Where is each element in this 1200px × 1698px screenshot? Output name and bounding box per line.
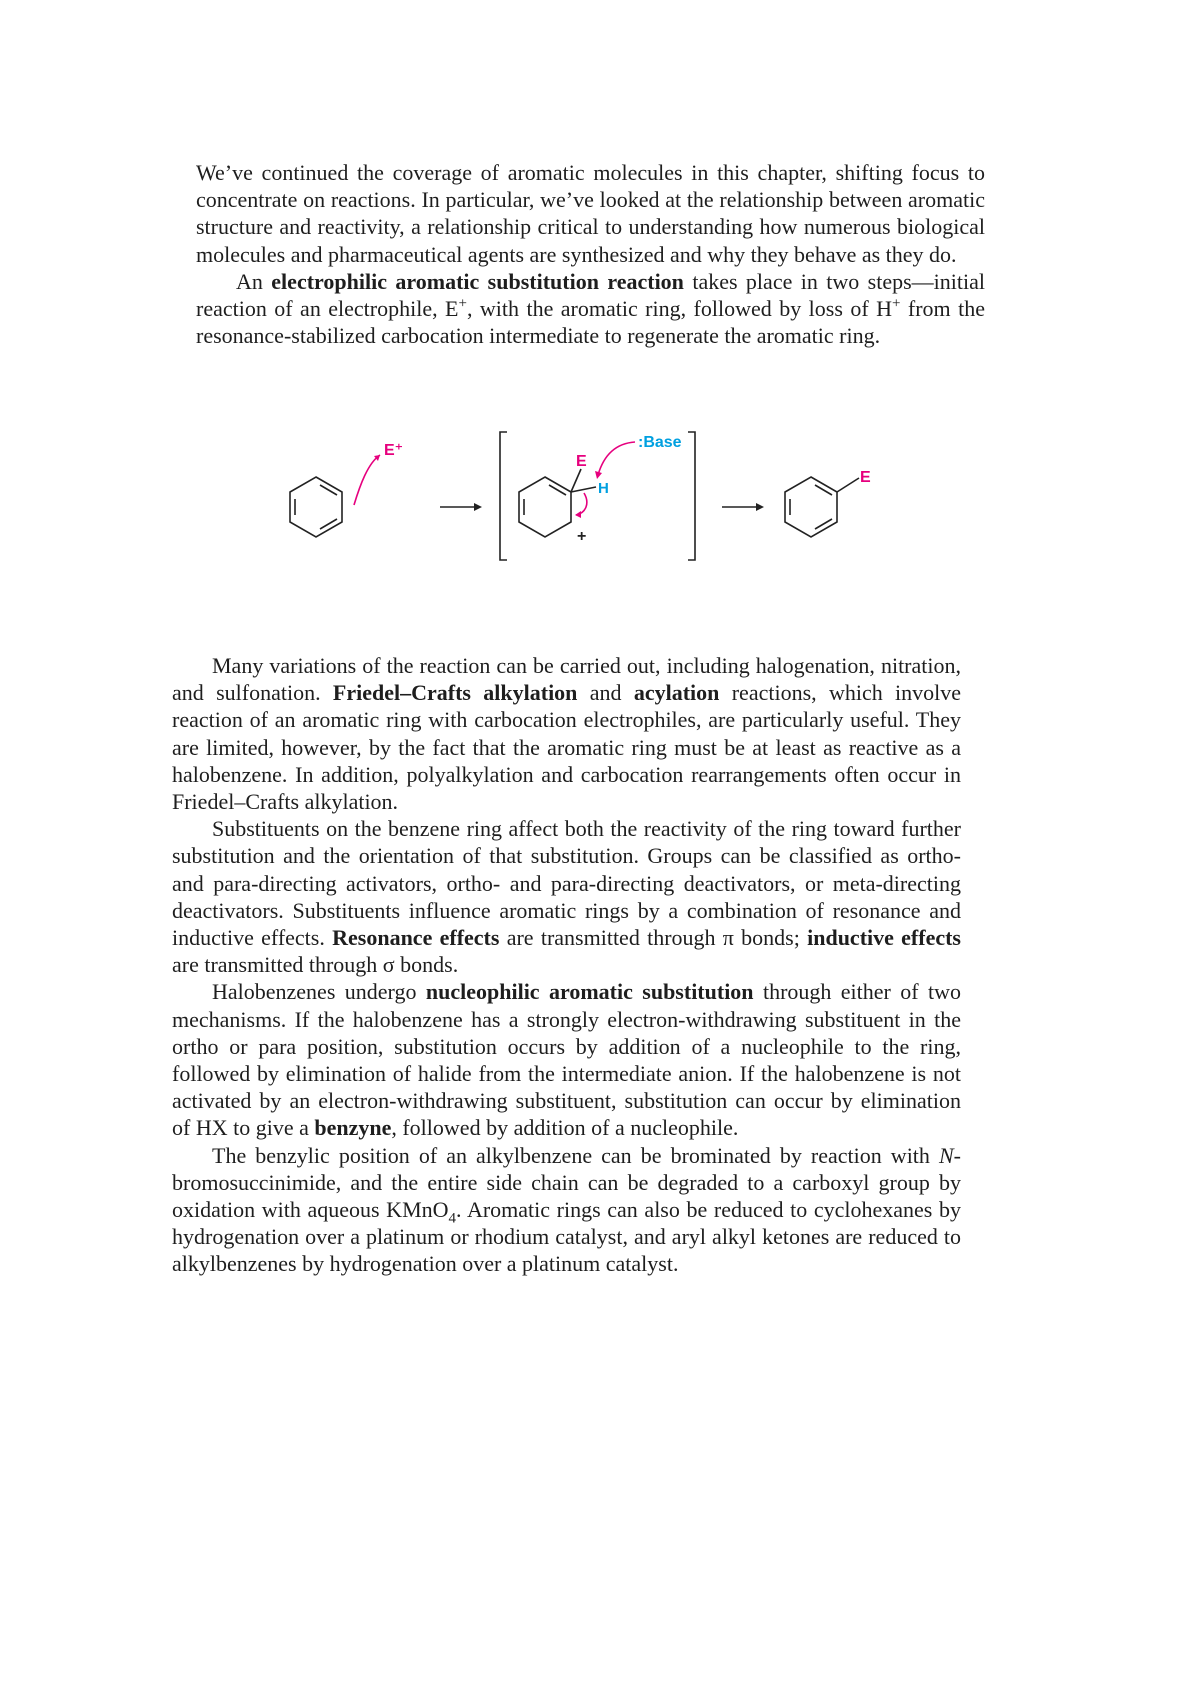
paragraph-1-text: We’ve continued the coverage of aromatic molecules in this chapter, shifting focus to concentrate on reactions. In particular, we’ve looked at the relationship between aromatic structure and reactivity, a relationship critical to understanding how numerous biological molecules and pharmaceutical agents are synthesized and why they behave as they do. — [196, 160, 985, 267]
reaction-arrow-2 — [722, 503, 764, 511]
term-resonance-effects: Resonance effects — [332, 925, 500, 951]
bracket-left — [500, 432, 507, 560]
paragraph-1 — [196, 159, 985, 268]
p4-text-c: are transmitted through σ bonds. — [172, 952, 459, 978]
reaction-arrow-1 — [440, 503, 482, 511]
paragraph-6 — [172, 1142, 961, 1278]
electron-arrow-ch-bond — [576, 493, 587, 515]
p6-sub-4: 4 — [448, 1210, 457, 1227]
p6-italic-n: N — [938, 1142, 954, 1168]
intermediate-e-label: E — [576, 453, 587, 470]
p2-sup-plus-2: + — [891, 295, 901, 312]
p2-text-c: , with the aromatic ring, followed by loss of H — [466, 296, 892, 322]
p3-text-a: Many variations of the reaction can be carried out, including halogenation, nitration, and sulfonation. — [172, 653, 961, 706]
paragraph-5 — [172, 978, 961, 1141]
p2-sup-plus-1: + — [458, 295, 467, 312]
summary-top-block — [196, 159, 985, 349]
p2-text-a: An — [236, 268, 263, 294]
term-nucleophilic-aromatic-substitution: nucleophilic aromatic substitution — [425, 979, 754, 1005]
p6-text-b: -bromosuccinimide, and the entire side chain can be degraded to a carboxyl group by oxidation with aqueous KMnO — [172, 1142, 961, 1223]
term-acylation: acylation — [633, 680, 720, 706]
benzene-product — [785, 477, 859, 537]
arrowhead-base — [595, 471, 602, 479]
p6-text-c: . Aromatic rings can also be reduced to cyclohexanes by hydrogenation over a platinum or rhodium catalyst, and aryl alkyl ketones are reduced to alkylbenzenes by hydrogenation over a platinum catalyst. — [172, 1197, 961, 1277]
p5-text-b: through either of two mechanisms. If the halobenzene has a strongly electron-withdrawing substituent in the ortho or para position, substitution occurs by addition of a nucleophile to the ring, followed by elimination of halide from the intermediate anion. If the halobenzene is not activated by an electron-withdrawing substituent, substitution can occur by elimination of HX to give a — [172, 979, 961, 1141]
benzene-reactant — [290, 477, 342, 537]
p4-text-a: Substituents on the benzene ring affect both the reactivity of the ring toward further substitution and the orientation of that substitution. Groups can be classified as ortho- and para-directing activators, ortho- and para-directing deactivators, or meta-directing deactivators. Substituents influence aromatic rings by a combination of resonance and inductive effects. — [172, 816, 961, 951]
p5-text-a: Halobenzenes undergo — [212, 979, 417, 1005]
paragraph-4 — [172, 815, 961, 978]
intermediate-charge: + — [577, 528, 587, 545]
p5-text-c: , followed by addition of a nucleophile. — [391, 1115, 739, 1141]
term-electrophilic-aromatic-substitution: electrophilic aromatic substitution reaction — [271, 268, 684, 294]
paragraph-3 — [172, 652, 961, 815]
term-inductive-effects: inductive effects — [807, 925, 961, 951]
p3-text-b: and — [589, 680, 622, 706]
summary-bottom-block — [172, 652, 961, 1278]
p3-text-c: reactions, which involve reaction of an aromatic ring with carbocation electrophiles, are particularly useful. They are limited, however, by the fact that the aromatic ring must be at least as reactive as a halobenzene. In addition, polyalkylation and carbocation rearrangements often occur in Friedel–Crafts alkylation. — [172, 680, 962, 815]
p4-text-b: are transmitted through π bonds; — [506, 925, 800, 951]
electrophile-label: E⁺ — [384, 442, 404, 459]
paragraph-2 — [196, 268, 985, 350]
electron-arrow-to-electrophile — [354, 455, 380, 505]
intermediate-h-label: H — [598, 480, 609, 497]
product-e-label: E — [860, 469, 871, 486]
arenium-intermediate — [519, 469, 596, 537]
p2-text-b: takes place in two steps—initial reaction of an electrophile, E — [196, 268, 985, 322]
electron-arrow-base — [598, 442, 635, 475]
base-label: :Base — [638, 434, 682, 451]
p2-text-d: from the resonance-stabilized carbocation intermediate to regenerate the aromatic ring. — [196, 296, 985, 349]
arrowhead-ch-bond — [575, 511, 581, 518]
term-friedel-crafts-alkylation: Friedel–Crafts alkylation — [332, 680, 578, 706]
term-benzyne: benzyne — [314, 1115, 392, 1141]
eas-mechanism-diagram — [250, 425, 910, 570]
bracket-right — [688, 432, 695, 560]
p6-text-a: The benzylic position of an alkylbenzene can be brominated by reaction with — [212, 1142, 939, 1168]
